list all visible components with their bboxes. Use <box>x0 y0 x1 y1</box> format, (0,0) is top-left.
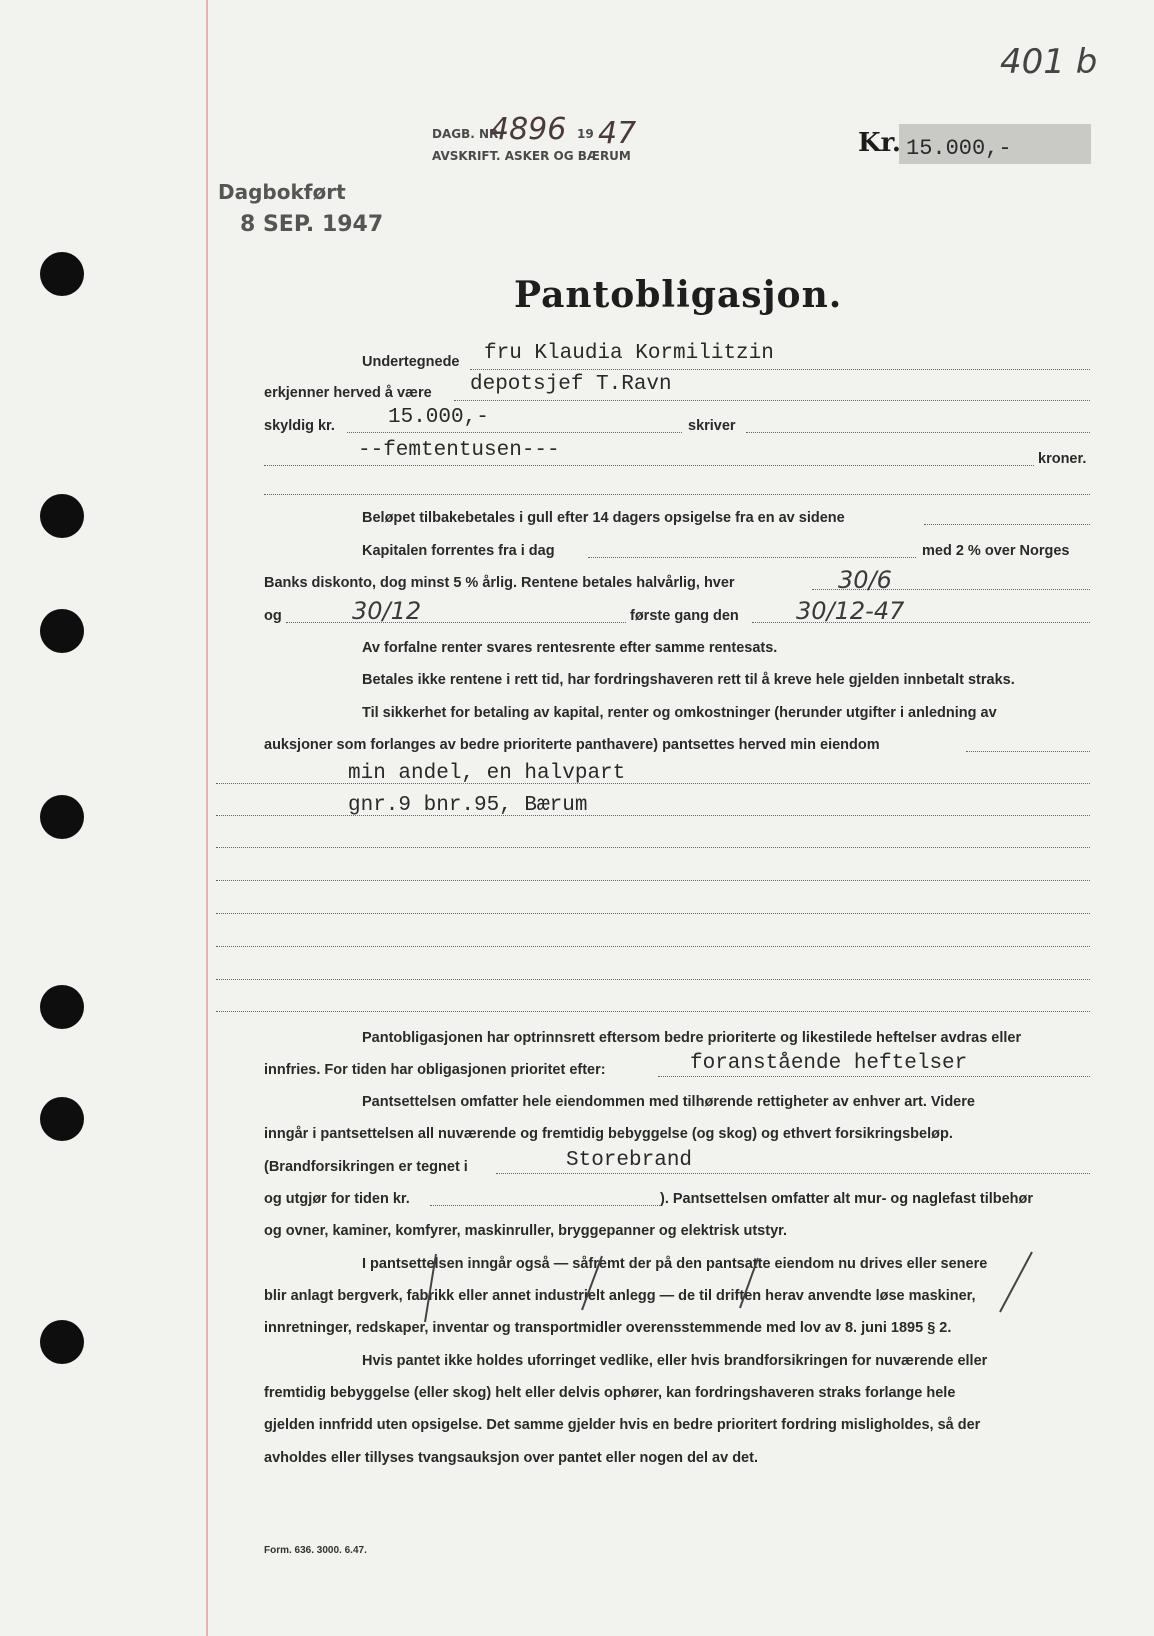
skriver-label: skriver <box>688 418 736 434</box>
punch-hole <box>40 1320 84 1364</box>
og-label: og <box>264 608 282 624</box>
property-line-2: gnr.9 bnr.95, Bærum <box>348 794 588 817</box>
stamp-dagbokfort: Dagbokført <box>218 180 346 204</box>
skyldig-label: skyldig kr. <box>264 418 335 434</box>
margin-rule <box>206 0 208 1636</box>
para-diskonto: Banks diskonto, dog minst 5 % årlig. Rentene betales halvårlig, hver <box>264 575 735 591</box>
erkjenner-value: depotsjef T.Ravn <box>470 373 672 396</box>
stamp-date: 8 SEP. 1947 <box>240 212 384 237</box>
document-title: Pantobligasjon. <box>514 274 843 316</box>
para-rentesrente: Av forfalne renter svares rentesrente efter samme rentesats. <box>362 640 778 656</box>
para-optrinnsrett: Pantobligasjonen har optrinnsrett eftersom bedre prioriterte og likestilede heftelser avdras eller <box>362 1030 1022 1046</box>
prioritet-value: foranstående heftelser <box>690 1052 968 1075</box>
punch-hole <box>40 609 84 653</box>
para-ovner: og ovner, kaminer, komfyrer, maskinruller, bryggepanner og elektrisk utstyr. <box>264 1223 788 1239</box>
property-line-1: min andel, en halvpart <box>348 762 626 785</box>
erkjenner-label: erkjenner herved å være <box>264 385 432 401</box>
undertegnede-value: fru Klaudia Kormilitzin <box>484 342 774 365</box>
para-fremtidig: fremtidig bebyggelse (eller skog) helt eller delvis ophører, kan fordringshaveren straks forlange hele <box>264 1385 956 1401</box>
dagb-number: 4896 <box>490 112 567 147</box>
first-time-label: første gang den <box>630 608 739 624</box>
kr-amount: 15.000,- <box>906 136 1012 161</box>
insurer-value: Storebrand <box>566 1149 693 1172</box>
para-innretninger: innretninger, redskaper, inventar og transportmidler overensstemmende med lov av 8. juni 1895 § 2. <box>264 1320 952 1336</box>
dagb-label: DAGB. NR. <box>432 127 504 141</box>
punch-hole <box>40 494 84 538</box>
corner-note: 401 b <box>1000 42 1098 82</box>
skyldig-value: 15.000,- <box>388 406 489 429</box>
kr-label: Kr. <box>858 128 901 158</box>
punch-hole <box>40 795 84 839</box>
handwritten-strokes <box>420 1250 1060 1330</box>
interest-date-1: 30/6 <box>838 566 892 594</box>
amount-words: --femtentusen--- <box>358 439 560 462</box>
para-tilbehor: ). Pantsettelsen omfatter alt mur- og naglefast tilbehør <box>660 1191 1034 1207</box>
para-utgjor: og utgjør for tiden kr. <box>264 1191 410 1207</box>
interest-date-2: 30/12 <box>352 597 422 625</box>
para-gold: Beløpet tilbakebetales i gull efter 14 dagers opsigelse fra en av sidene <box>362 510 845 526</box>
punch-hole <box>40 252 84 296</box>
dagb-year-prefix: 19 <box>577 127 594 141</box>
kroner-label: kroner. <box>1038 451 1087 467</box>
para-sikkerhet: Til sikkerhet for betaling av kapital, renter og omkostninger (herunder utgifter i anledning av <box>362 705 997 721</box>
para-interest-a: Kapitalen forrentes fra i dag <box>362 543 555 559</box>
undertegnede-label: Undertegnede <box>362 354 460 370</box>
para-inngar: inngår i pantsettelsen all nuværende og fremtidig bebyggelse (og skog) og ethvert forsikringsbeløp. <box>264 1126 953 1142</box>
form-number: Form. 636. 3000. 6.47. <box>264 1545 367 1556</box>
punch-hole <box>40 1097 84 1141</box>
para-auksjoner: auksjoner som forlanges av bedre prioriterte panthavere) pantsettes herved min eiendom <box>264 737 880 753</box>
para-omfatter: Pantsettelsen omfatter hele eiendommen med tilhørende rettigheter av enhver art. Videre <box>362 1094 975 1110</box>
office-stamp: AVSKRIFT. ASKER OG BÆRUM <box>432 149 631 163</box>
first-date: 30/12-47 <box>796 597 905 625</box>
para-betales: Betales ikke rentene i rett tid, har fordringshaveren rett til å kreve hele gjelden innbetalt straks. <box>362 672 1015 688</box>
para-brandforsikring: (Brandforsikringen er tegnet i <box>264 1159 468 1175</box>
para-bergverk: blir anlagt bergverk, fabrikk eller annet industrielt anlegg — de til driften herav anvendte løse maskiner, <box>264 1288 976 1304</box>
para-gjelden: gjelden innfridd uten opsigelse. Det samme gjelder hvis en bedre prioritert fordring misligholdes, så der <box>264 1417 981 1433</box>
para-interest-b: med 2 % over Norges <box>922 543 1070 559</box>
para-tvangsauksjon: avholdes eller tillyses tvangsauksjon over pantet eller nogen del av det. <box>264 1450 758 1466</box>
para-prioritet: innfries. For tiden har obligasjonen prioritet efter: <box>264 1062 606 1078</box>
para-pantsettelsen: I pantsettelsen inngår også — såfremt der på den pantsatte eiendom nu drives eller senere <box>362 1256 988 1272</box>
dagb-year: 47 <box>598 116 637 151</box>
para-vedlike: Hvis pantet ikke holdes uforringet vedlike, eller hvis brandforsikringen for nuværende eller <box>362 1353 988 1369</box>
punch-hole <box>40 985 84 1029</box>
